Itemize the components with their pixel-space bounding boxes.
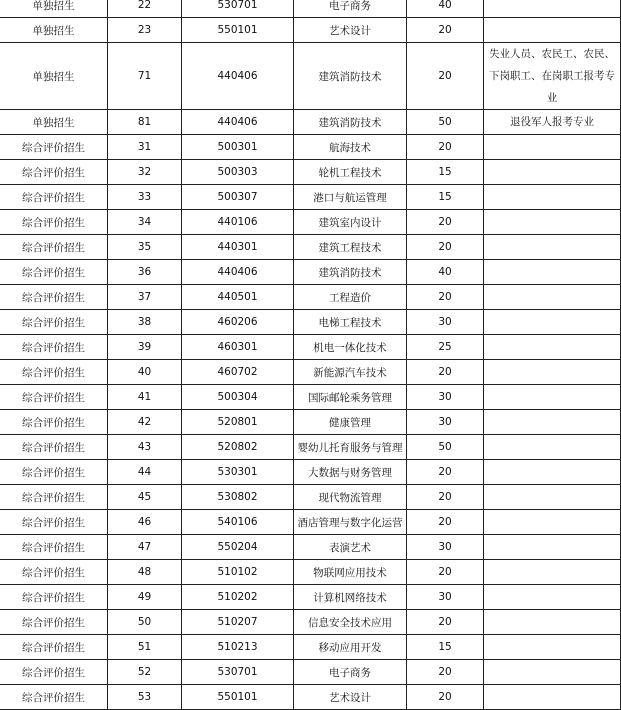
plan-count-cell: 20 [407,685,484,710]
major-name-cell: 信息安全技术应用 [294,610,407,635]
serial-number-cell: 32 [108,160,182,185]
plan-count-cell: 30 [407,385,484,410]
enrollment-type-cell: 综合评价招生 [0,510,108,535]
table-row [0,410,621,435]
plan-count-cell: 15 [407,160,484,185]
remarks-cell: 退役军人报考专业 [484,110,621,135]
major-name-cell: 国际邮轮乘务管理 [294,385,407,410]
major-code-cell: 460702 [182,360,294,385]
remarks-cell [484,435,621,460]
enrollment-type-cell: 综合评价招生 [0,560,108,585]
plan-count-cell: 15 [407,635,484,660]
table-row [0,610,621,635]
plan-count-cell: 30 [407,410,484,435]
major-name-cell: 移动应用开发 [294,635,407,660]
serial-number-cell: 47 [108,535,182,560]
table-row [0,435,621,460]
serial-number-cell: 53 [108,685,182,710]
table-row [0,510,621,535]
serial-number-cell: 81 [108,110,182,135]
table-row [0,585,621,610]
table-row [0,110,621,135]
major-code-cell: 510102 [182,560,294,585]
serial-number-cell: 33 [108,185,182,210]
table-row [0,235,621,260]
serial-number-cell: 23 [108,18,182,43]
remarks-cell: 失业人员、农民工、农民、下岗职工、在岗职工报考专业 [484,43,621,110]
plan-count-cell: 20 [407,485,484,510]
serial-number-cell: 35 [108,235,182,260]
major-code-cell: 440501 [182,285,294,310]
major-code-cell: 440406 [182,43,294,110]
remarks-cell [484,135,621,160]
major-code-cell: 440106 [182,210,294,235]
major-code-cell: 440406 [182,260,294,285]
major-name-cell: 港口与航运管理 [294,185,407,210]
table-row [0,185,621,210]
serial-number-cell: 43 [108,435,182,460]
major-code-cell: 540106 [182,510,294,535]
remarks-cell [484,510,621,535]
serial-number-cell: 45 [108,485,182,510]
table-row [0,485,621,510]
plan-count-cell: 20 [407,510,484,535]
table-row [0,210,621,235]
remarks-cell [484,0,621,18]
serial-number-cell: 38 [108,310,182,335]
major-code-cell: 510213 [182,635,294,660]
plan-count-cell: 30 [407,535,484,560]
major-code-cell: 530701 [182,0,294,18]
major-name-cell: 大数据与财务管理 [294,460,407,485]
remarks-cell [484,660,621,685]
table-row [0,535,621,560]
enrollment-type-cell: 综合评价招生 [0,460,108,485]
remarks-cell [484,360,621,385]
remarks-cell [484,210,621,235]
plan-count-cell: 30 [407,585,484,610]
major-name-cell: 航海技术 [294,135,407,160]
serial-number-cell: 52 [108,660,182,685]
table-row [0,0,621,18]
serial-number-cell: 42 [108,410,182,435]
major-name-cell: 健康管理 [294,410,407,435]
enrollment-type-cell: 综合评价招生 [0,585,108,610]
enrollment-type-cell: 综合评价招生 [0,160,108,185]
serial-number-cell: 22 [108,0,182,18]
major-name-cell: 工程造价 [294,285,407,310]
major-code-cell: 550101 [182,685,294,710]
remarks-cell [484,235,621,260]
enrollment-type-cell: 综合评价招生 [0,235,108,260]
table-row [0,635,621,660]
major-name-cell: 酒店管理与数字化运营 [294,510,407,535]
remarks-cell [484,285,621,310]
remarks-cell [484,535,621,560]
table-row [0,460,621,485]
plan-count-cell: 20 [407,360,484,385]
major-name-cell: 电子商务 [294,0,407,18]
plan-count-cell: 30 [407,310,484,335]
plan-count-cell: 20 [407,43,484,110]
remarks-cell [484,260,621,285]
table-row [0,660,621,685]
plan-count-cell: 20 [407,460,484,485]
major-code-cell: 460206 [182,310,294,335]
serial-number-cell: 49 [108,585,182,610]
major-name-cell: 新能源汽车技术 [294,360,407,385]
table-row [0,360,621,385]
major-name-cell: 建筑消防技术 [294,43,407,110]
remarks-cell [484,585,621,610]
major-code-cell: 530301 [182,460,294,485]
table-row [0,335,621,360]
remarks-cell [484,185,621,210]
plan-count-cell: 20 [407,610,484,635]
table-row [0,310,621,335]
plan-count-cell: 40 [407,260,484,285]
major-name-cell: 艺术设计 [294,685,407,710]
enrollment-type-cell: 综合评价招生 [0,660,108,685]
major-code-cell: 520801 [182,410,294,435]
enrollment-type-cell: 综合评价招生 [0,260,108,285]
major-name-cell: 电梯工程技术 [294,310,407,335]
major-code-cell: 530802 [182,485,294,510]
serial-number-cell: 34 [108,210,182,235]
table-row [0,135,621,160]
remarks-cell [484,485,621,510]
enrollment-type-cell: 单独招生 [0,43,108,110]
major-name-cell: 计算机网络技术 [294,585,407,610]
serial-number-cell: 51 [108,635,182,660]
table-row [0,18,621,43]
plan-count-cell: 40 [407,0,484,18]
serial-number-cell: 39 [108,335,182,360]
serial-number-cell: 36 [108,260,182,285]
enrollment-type-cell: 综合评价招生 [0,385,108,410]
major-code-cell: 500304 [182,385,294,410]
enrollment-type-cell: 综合评价招生 [0,685,108,710]
major-name-cell: 建筑工程技术 [294,235,407,260]
remarks-cell [484,160,621,185]
enrollment-type-cell: 单独招生 [0,0,108,18]
remarks-cell [484,310,621,335]
serial-number-cell: 31 [108,135,182,160]
plan-count-cell: 20 [407,560,484,585]
major-code-cell: 550204 [182,535,294,560]
enrollment-type-cell: 综合评价招生 [0,485,108,510]
remarks-cell [484,385,621,410]
table-row [0,685,621,710]
plan-count-cell: 20 [407,18,484,43]
major-name-cell: 建筑室内设计 [294,210,407,235]
major-name-cell: 表演艺术 [294,535,407,560]
plan-count-cell: 50 [407,435,484,460]
serial-number-cell: 44 [108,460,182,485]
enrollment-type-cell: 综合评价招生 [0,410,108,435]
remarks-cell [484,460,621,485]
major-code-cell: 500307 [182,185,294,210]
remarks-cell [484,610,621,635]
plan-count-cell: 20 [407,235,484,260]
plan-count-cell: 20 [407,285,484,310]
plan-count-cell: 25 [407,335,484,360]
major-code-cell: 510202 [182,585,294,610]
enrollment-type-cell: 综合评价招生 [0,535,108,560]
enrollment-type-cell: 综合评价招生 [0,185,108,210]
table-row [0,260,621,285]
major-name-cell: 电子商务 [294,660,407,685]
enrollment-type-cell: 综合评价招生 [0,635,108,660]
major-name-cell: 轮机工程技术 [294,160,407,185]
remarks-cell [484,410,621,435]
major-code-cell: 440406 [182,110,294,135]
major-code-cell: 530701 [182,660,294,685]
table-row [0,43,621,110]
enrollment-type-cell: 综合评价招生 [0,360,108,385]
serial-number-cell: 48 [108,560,182,585]
serial-number-cell: 50 [108,610,182,635]
table-row [0,160,621,185]
major-code-cell: 500303 [182,160,294,185]
table-row [0,285,621,310]
major-code-cell: 440301 [182,235,294,260]
enrollment-type-cell: 综合评价招生 [0,610,108,635]
major-code-cell: 510207 [182,610,294,635]
remarks-cell [484,560,621,585]
serial-number-cell: 41 [108,385,182,410]
major-name-cell: 物联网应用技术 [294,560,407,585]
major-name-cell: 婴幼儿托育服务与管理 [294,435,407,460]
major-name-cell: 建筑消防技术 [294,260,407,285]
serial-number-cell: 71 [108,43,182,110]
remarks-cell [484,635,621,660]
remarks-cell [484,335,621,360]
serial-number-cell: 46 [108,510,182,535]
plan-count-cell: 50 [407,110,484,135]
enrollment-type-cell: 单独招生 [0,110,108,135]
remarks-cell [484,685,621,710]
plan-count-cell: 20 [407,135,484,160]
serial-number-cell: 40 [108,360,182,385]
major-code-cell: 520802 [182,435,294,460]
enrollment-type-cell: 综合评价招生 [0,210,108,235]
major-code-cell: 460301 [182,335,294,360]
enrollment-type-cell: 单独招生 [0,18,108,43]
plan-count-cell: 20 [407,660,484,685]
plan-count-cell: 15 [407,185,484,210]
major-name-cell: 建筑消防技术 [294,110,407,135]
enrollment-type-cell: 综合评价招生 [0,435,108,460]
serial-number-cell: 37 [108,285,182,310]
major-code-cell: 550101 [182,18,294,43]
major-name-cell: 机电一体化技术 [294,335,407,360]
table-row [0,385,621,410]
major-name-cell: 艺术设计 [294,18,407,43]
plan-count-cell: 20 [407,210,484,235]
major-name-cell: 现代物流管理 [294,485,407,510]
enrollment-type-cell: 综合评价招生 [0,310,108,335]
remarks-cell [484,18,621,43]
enrollment-type-cell: 综合评价招生 [0,135,108,160]
enrollment-type-cell: 综合评价招生 [0,285,108,310]
enrollment-type-cell: 综合评价招生 [0,335,108,360]
major-code-cell: 500301 [182,135,294,160]
table-row [0,560,621,585]
